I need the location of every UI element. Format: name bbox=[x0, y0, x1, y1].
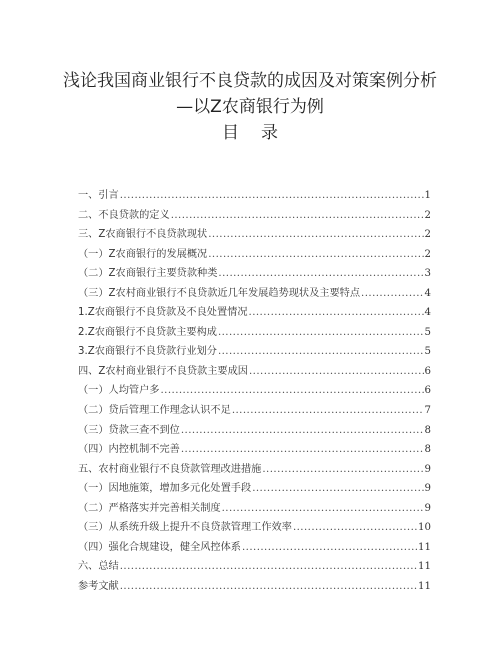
toc-entry[interactable] bbox=[78, 440, 431, 460]
toc-dot-leader bbox=[218, 327, 424, 338]
toc-entry[interactable] bbox=[78, 342, 431, 362]
toc-entry[interactable] bbox=[78, 284, 431, 304]
toc-dot-leader bbox=[181, 444, 424, 455]
toc-entry-page-number: 6 bbox=[424, 385, 431, 397]
toc-entry[interactable] bbox=[78, 518, 431, 538]
toc-entry-page-number: 2 bbox=[424, 248, 431, 260]
toc-entry[interactable] bbox=[78, 421, 431, 441]
toc-entry-page-number: 9 bbox=[424, 463, 431, 475]
toc-entry-label: （一）Z农商银行的发展概况 bbox=[78, 248, 208, 260]
toc-entry-page-number: 10 bbox=[418, 522, 431, 534]
toc-entry-page-number: 3 bbox=[424, 268, 431, 280]
toc-dot-leader bbox=[361, 288, 423, 299]
toc-entry-page-number: 2 bbox=[424, 209, 431, 221]
toc-entry-label: 3.Z农商银行不良贷款行业划分 bbox=[78, 346, 217, 358]
toc-entry-label: （一）人均管户多 bbox=[78, 385, 160, 397]
toc-dot-leader bbox=[293, 522, 417, 533]
toc-entry-label: 六、总结 bbox=[78, 561, 119, 573]
toc-dot-leader bbox=[120, 190, 424, 201]
toc-dot-leader bbox=[171, 210, 424, 221]
toc-dot-leader bbox=[218, 268, 423, 279]
toc-entry-label: （四）内控机制不完善 bbox=[78, 444, 180, 456]
toc-entry-page-number: 9 bbox=[424, 502, 431, 514]
table-of-contents bbox=[78, 186, 431, 596]
toc-dot-leader bbox=[262, 464, 423, 475]
toc-entry[interactable] bbox=[78, 362, 431, 382]
toc-dot-leader bbox=[120, 561, 417, 572]
toc-dot-leader bbox=[208, 249, 423, 260]
toc-entry[interactable] bbox=[78, 401, 431, 421]
toc-entry[interactable] bbox=[78, 303, 431, 323]
toc-entry[interactable] bbox=[78, 206, 431, 226]
toc-entry-label: 三、Z农商银行不良贷款现状 bbox=[78, 229, 208, 241]
toc-dot-leader bbox=[208, 229, 423, 240]
toc-entry-page-number: 4 bbox=[424, 287, 431, 299]
toc-dot-leader bbox=[222, 503, 424, 514]
toc-entry[interactable] bbox=[78, 186, 431, 206]
toc-entry-label: （三）从系统升级上提升不良贷款管理工作效率 bbox=[78, 522, 292, 534]
toc-entry-page-number: 11 bbox=[418, 541, 431, 553]
toc-dot-leader bbox=[249, 307, 424, 318]
toc-dot-leader bbox=[232, 405, 424, 416]
toc-dot-leader bbox=[252, 483, 423, 494]
toc-entry[interactable] bbox=[78, 323, 431, 343]
toc-entry-page-number: 9 bbox=[424, 483, 431, 495]
document-title: 浅论我国商业银行不良贷款的成因及对策案例分析 bbox=[63, 71, 437, 91]
toc-entry-label: （二）严格落实并完善相关制度 bbox=[78, 502, 221, 514]
toc-entry-label: （四）强化合规建设，健全风控体系 bbox=[78, 541, 241, 553]
toc-entry-page-number: 8 bbox=[424, 444, 431, 456]
toc-entry[interactable] bbox=[78, 557, 431, 577]
toc-entry-label: （三）贷款三查不到位 bbox=[78, 424, 180, 436]
toc-entry-label: 参考文献 bbox=[78, 580, 119, 592]
toc-entry-page-number: 11 bbox=[418, 580, 431, 592]
toc-entry-page-number: 11 bbox=[418, 561, 431, 573]
toc-entry[interactable] bbox=[78, 381, 431, 401]
toc-dot-leader bbox=[181, 425, 424, 436]
toc-entry-page-number: 6 bbox=[424, 365, 431, 377]
toc-entry-page-number: 2 bbox=[424, 229, 431, 241]
toc-entry-page-number: 7 bbox=[424, 405, 431, 417]
toc-entry[interactable] bbox=[78, 577, 431, 597]
toc-entry-page-number: 1 bbox=[424, 190, 431, 201]
toc-entry[interactable] bbox=[78, 225, 431, 245]
toc-entry-label: （三）Z农村商业银行不良贷款近几年发展趋势现状及主要特点 bbox=[78, 287, 361, 299]
toc-entry[interactable] bbox=[78, 499, 431, 519]
toc-dot-leader bbox=[249, 366, 424, 377]
toc-entry[interactable] bbox=[78, 245, 431, 265]
toc-entry-page-number: 5 bbox=[424, 346, 431, 358]
toc-heading: 目录 bbox=[222, 123, 300, 143]
toc-entry-page-number: 4 bbox=[424, 307, 431, 319]
toc-entry[interactable] bbox=[78, 460, 431, 480]
toc-entry[interactable] bbox=[78, 538, 431, 558]
toc-entry-page-number: 5 bbox=[424, 326, 431, 338]
toc-entry[interactable] bbox=[78, 479, 431, 499]
toc-entry[interactable] bbox=[78, 264, 431, 284]
toc-entry-label: 四、Z农村商业银行不良贷款主要成因 bbox=[78, 365, 248, 377]
toc-entry-label: 1.Z农商银行不良贷款及不良处置情况 bbox=[78, 307, 248, 319]
toc-entry-label: （二）贷后管理工作理念认识不足 bbox=[78, 405, 231, 417]
toc-entry-label: 2.Z农商银行不良贷款主要构成 bbox=[78, 326, 217, 338]
toc-entry-label: （一）因地施策，增加多元化处置手段 bbox=[78, 483, 252, 495]
toc-entry-label: 二、不良贷款的定义 bbox=[78, 209, 170, 221]
toc-dot-leader bbox=[242, 542, 417, 553]
toc-entry-label: 一、引言 bbox=[78, 190, 119, 201]
toc-dot-leader bbox=[120, 581, 417, 592]
document-subtitle: —以Z农商银行为例 bbox=[176, 97, 324, 117]
toc-entry-label: 五、农村商业银行不良贷款管理改进措施 bbox=[78, 463, 262, 475]
toc-entry-label: （二）Z农商银行主要贷款种类 bbox=[78, 268, 218, 280]
toc-entry-page-number: 8 bbox=[424, 424, 431, 436]
toc-dot-leader bbox=[218, 346, 424, 357]
toc-dot-leader bbox=[161, 385, 424, 396]
